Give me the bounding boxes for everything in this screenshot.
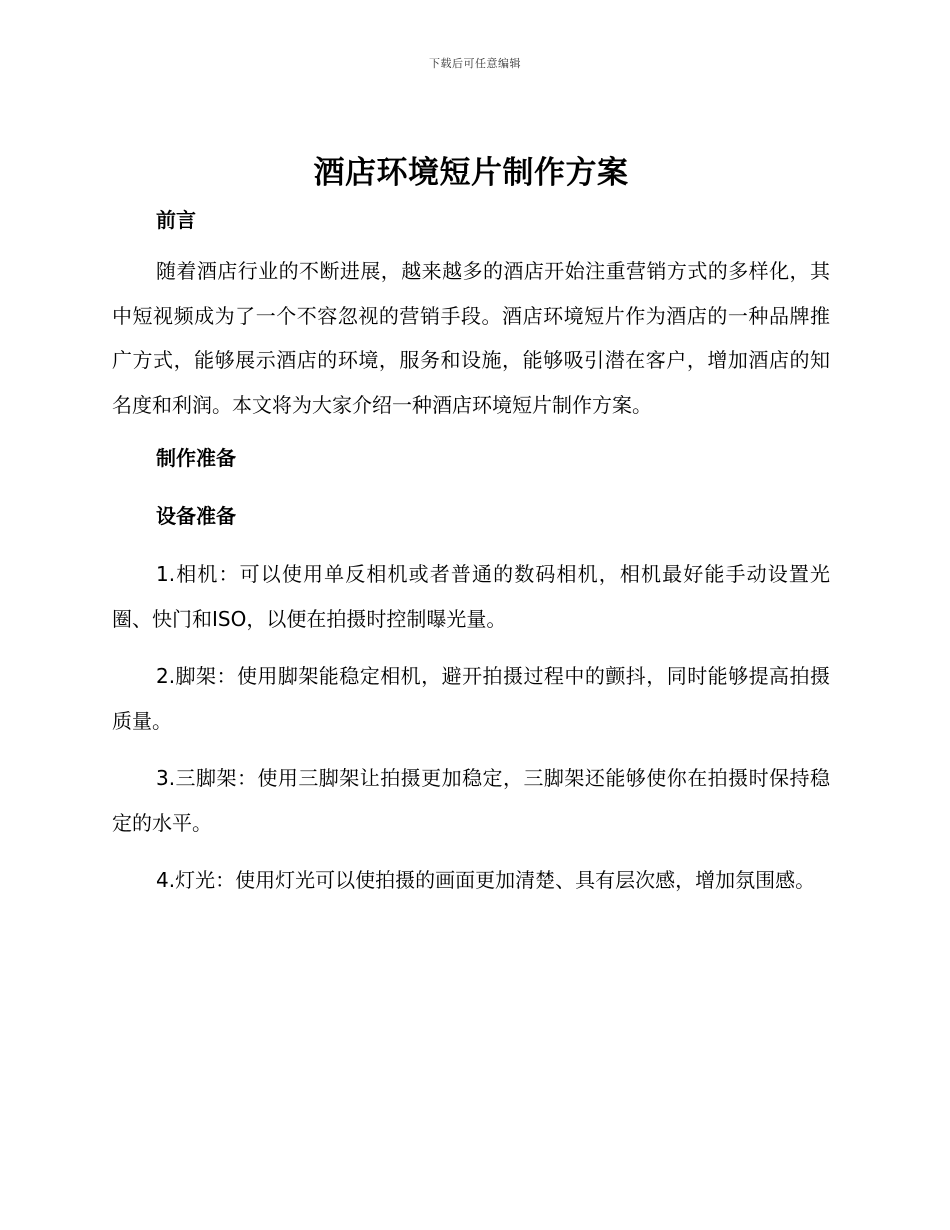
document-body <box>112 150 830 903</box>
preface-heading: 前言 <box>156 208 196 232</box>
list-item-lighting: 4.灯光：使用灯光可以使拍摄的画面更加清楚、具有层次感，增加氛围感。 <box>156 868 816 892</box>
header-note: 下载后可任意编辑 <box>429 57 521 70</box>
list-item-tripod: 3.三脚架：使用三脚架让拍摄更加稳定，三脚架还能够使你在拍摄时保持稳定的水平。 <box>112 766 830 835</box>
list-item-tripod-stand: 2.脚架：使用脚架能稳定相机，避开拍摄过程中的颤抖，同时能够提高拍摄质量。 <box>112 664 830 733</box>
prep-heading: 制作准备 <box>156 446 236 470</box>
preface-paragraph: 随着酒店行业的不断进展，越来越多的酒店开始注重营销方式的多样化，其中短视频成为了一个不容忽视的营销手段。酒店环境短片作为酒店的一种品牌推广方式，能够展示酒店的环境，服务和设施，能够吸引潜在客户，增加酒店的知名度和利润。本文将为大家介绍一种酒店环境短片制作方案。 <box>112 259 830 417</box>
document-title: 酒店环境短片制作方案 <box>313 155 629 191</box>
list-item-camera: 1.相机：可以使用单反相机或者普通的数码相机，相机最好能手动设置光圈、快门和ISO，以便在拍摄时控制曝光量。 <box>112 562 830 631</box>
device-heading: 设备准备 <box>156 504 236 528</box>
